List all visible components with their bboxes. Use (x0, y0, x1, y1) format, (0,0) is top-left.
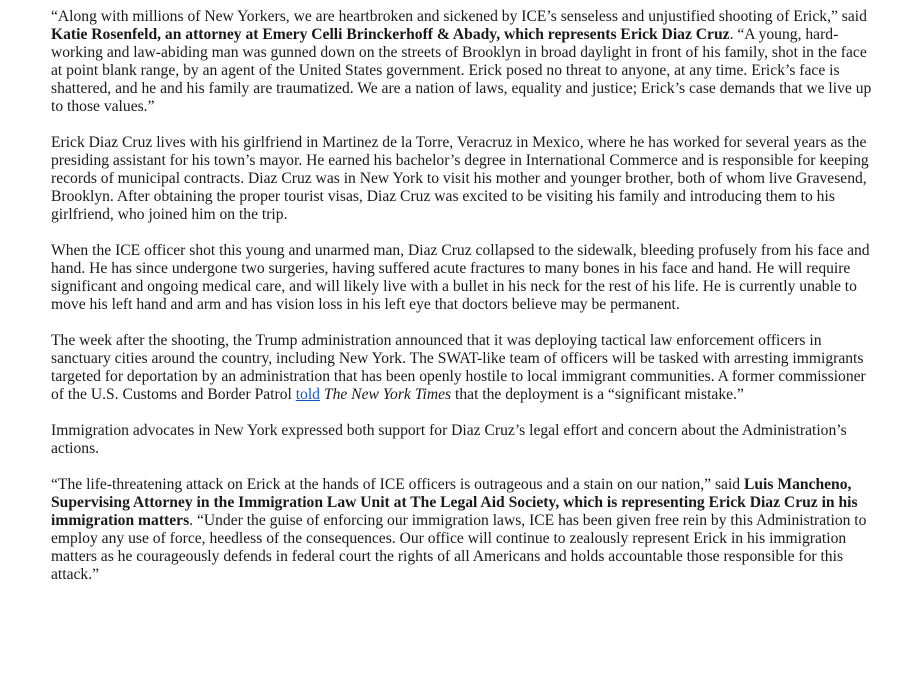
paragraph-deployment (51, 332, 876, 404)
text-span: “The life-threatening attack on Erick at the hands of ICE officers is outrageous and a stain on our nation,” said (51, 476, 744, 493)
told-link[interactable]: told (295, 386, 320, 403)
attorney-attribution-bold: Katie Rosenfeld, an attorney at Emery Celli Brinckerhoff & Abady, which represents Erick Diaz Cruz (51, 26, 730, 43)
text-span: The week after the shooting, the Trump administration announced that it was deploying tactical law enforcement officers in sanctuary cities around the country, including New York. The SWAT-like team of officers will be tasked with arresting immigrants targeted for deportation by an administration that has been openly hostile to local immigrant communities. A former commissioner of the U.S. Customs and Border Patrol (51, 332, 866, 403)
paragraph-rosenfeld-quote (51, 8, 876, 116)
text-span: . “Under the guise of enforcing our immigration laws, ICE has been given free rein by this Administration to employ any use of force, heedless of the consequences. Our office will continue to zealously represent Erick in his immigration matters as he courageously defends in federal court the rights of all Americans and holds accountable those responsible for this attack.” (51, 512, 867, 583)
paragraph-advocates (51, 422, 876, 458)
paragraph-injuries (51, 242, 876, 314)
paragraph-background (51, 134, 876, 224)
text-span: Erick Diaz Cruz lives with his girlfriend in Martinez de la Torre, Veracruz in Mexico, where he has worked for several years as the presiding assistant for his town’s mayor. He earned his bachelor’s degree in International Commerce and is responsible for keeping records of municipal contracts. Diaz Cruz was in New York to visit his mother and younger brother, both of whom live Gravesend, Brooklyn. After obtaining the proper tourist visas, Diaz Cruz was excited to be visiting his family and introducing them to his girlfriend, who joined him on the trip. (51, 134, 869, 223)
text-span: “Along with millions of New Yorkers, we are heartbroken and sickened by ICE’s senseless and unjustified shooting of Erick,” said (51, 8, 867, 25)
text-span: When the ICE officer shot this young and unarmed man, Diaz Cruz collapsed to the sidewalk, bleeding profusely from his face and hand. He has since undergone two surgeries, having suffered acute fractures to many bones in his face and hand. He will require significant and ongoing medical care, and will likely live with a bullet in his neck for the rest of his life. He is currently unable to move his left hand and arm and has vision loss in his left eye that doctors believe may be permanent. (51, 242, 870, 313)
text-span: . “A young, hard-working and law-abiding man was gunned down on the streets of Brooklyn in broad daylight in front of his family, shot in the face at point blank range, by an agent of the United States government. Erick posed no threat to anyone, at any time. Erick’s face is shattered, and he and his family are traumatized. We are a nation of laws, equality and justice; Erick’s case demands that we live up to those values.” (51, 26, 872, 115)
publication-title-italic: The New York Times (323, 386, 452, 403)
paragraph-mancheno-quote (51, 476, 876, 584)
attorney-attribution-bold: Luis Mancheno, Supervising Attorney in the Immigration Law Unit at The Legal Aid Society, which is representing Erick Diaz Cruz in his immigration matters (51, 476, 858, 529)
text-span: Immigration advocates in New York expressed both support for Diaz Cruz’s legal effort and concern about the Administration’s actions. (51, 422, 847, 457)
text-span: that the deployment is a “significant mistake.” (451, 386, 744, 403)
